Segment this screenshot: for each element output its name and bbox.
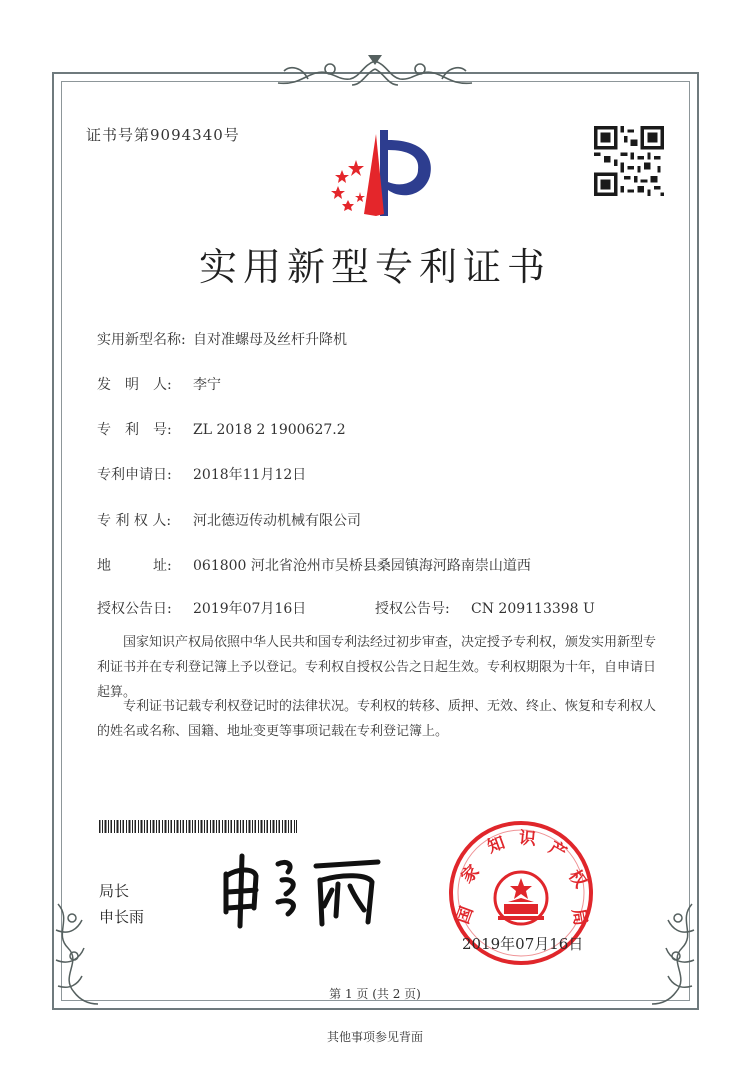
barcode xyxy=(99,820,297,833)
svg-text:家: 家 xyxy=(457,861,484,888)
svg-text:国: 国 xyxy=(452,903,478,927)
field-value: 2018年11月12日 xyxy=(193,467,307,483)
legal-paragraph-2: 专利证书记载专利权登记时的法律状况。专利权的转移、质押、无效、终止、恢复和专利权人的姓名或名称、国籍、地址变更等事项记载在专利登记簿上。 xyxy=(97,699,657,739)
qr-code xyxy=(594,126,664,196)
field-value: CN 209113398 U xyxy=(471,601,595,617)
handwritten-signature xyxy=(212,850,384,930)
svg-text:识: 识 xyxy=(518,828,537,850)
signatory-role: 局长 xyxy=(99,882,130,900)
field-grant-announcement-date xyxy=(97,598,306,618)
patent-office-logo xyxy=(318,126,438,222)
seal-date: 2019年07月16日 xyxy=(462,935,584,953)
field-label: 专 利 号: xyxy=(97,422,172,438)
field-patent-number xyxy=(97,419,346,439)
svg-text:产: 产 xyxy=(545,837,570,864)
field-address xyxy=(97,555,531,575)
field-label: 专 利 权 人: xyxy=(97,513,172,529)
field-label: 发 明 人: xyxy=(97,377,172,393)
field-value: 自对准螺母及丝杆升降机 xyxy=(193,332,347,348)
page-number: 第 1 页 (共 2 页) xyxy=(329,987,421,1001)
field-patentee xyxy=(97,510,361,530)
field-inventor xyxy=(97,374,221,394)
field-value: ZL 2018 2 1900627.2 xyxy=(193,422,346,438)
field-value: 061800 河北省沧州市吴桥县桑园镇海河路南崇山道西 xyxy=(193,558,531,574)
certificate-title: 实用新型专利证书 xyxy=(198,245,551,289)
field-label: 专利申请日: xyxy=(97,467,172,483)
field-grant-announcement-number xyxy=(375,598,595,618)
field-label: 地 址: xyxy=(97,558,172,574)
svg-text:知: 知 xyxy=(484,832,508,858)
field-value: 2019年07月16日 xyxy=(193,601,307,617)
top-ornament xyxy=(268,55,482,89)
field-value: 河北德迈传动机械有限公司 xyxy=(193,513,361,529)
footer-note: 其他事项参见背面 xyxy=(326,1030,423,1044)
legal-paragraph-1: 国家知识产权局依照中华人民共和国专利法经过初步审查，决定授予专利权，颁发实用新型专利证书并在专利登记簿上予以登记。专利权自授权公告之日起生效。专利权期限为十年，自申请日起算。 xyxy=(97,635,657,700)
signatory-name: 申长雨 xyxy=(99,908,145,926)
svg-text:局: 局 xyxy=(567,907,591,928)
field-value: 李宁 xyxy=(193,377,221,393)
svg-text:权: 权 xyxy=(564,866,591,892)
field-label: 授权公告号: xyxy=(375,601,450,617)
field-filing-date xyxy=(97,464,306,484)
field-utility-model-name xyxy=(97,329,347,349)
certificate-number: 证书号第9094340号 xyxy=(86,126,240,144)
field-label: 授权公告日: xyxy=(97,601,172,617)
field-label: 实用新型名称: xyxy=(97,332,186,348)
